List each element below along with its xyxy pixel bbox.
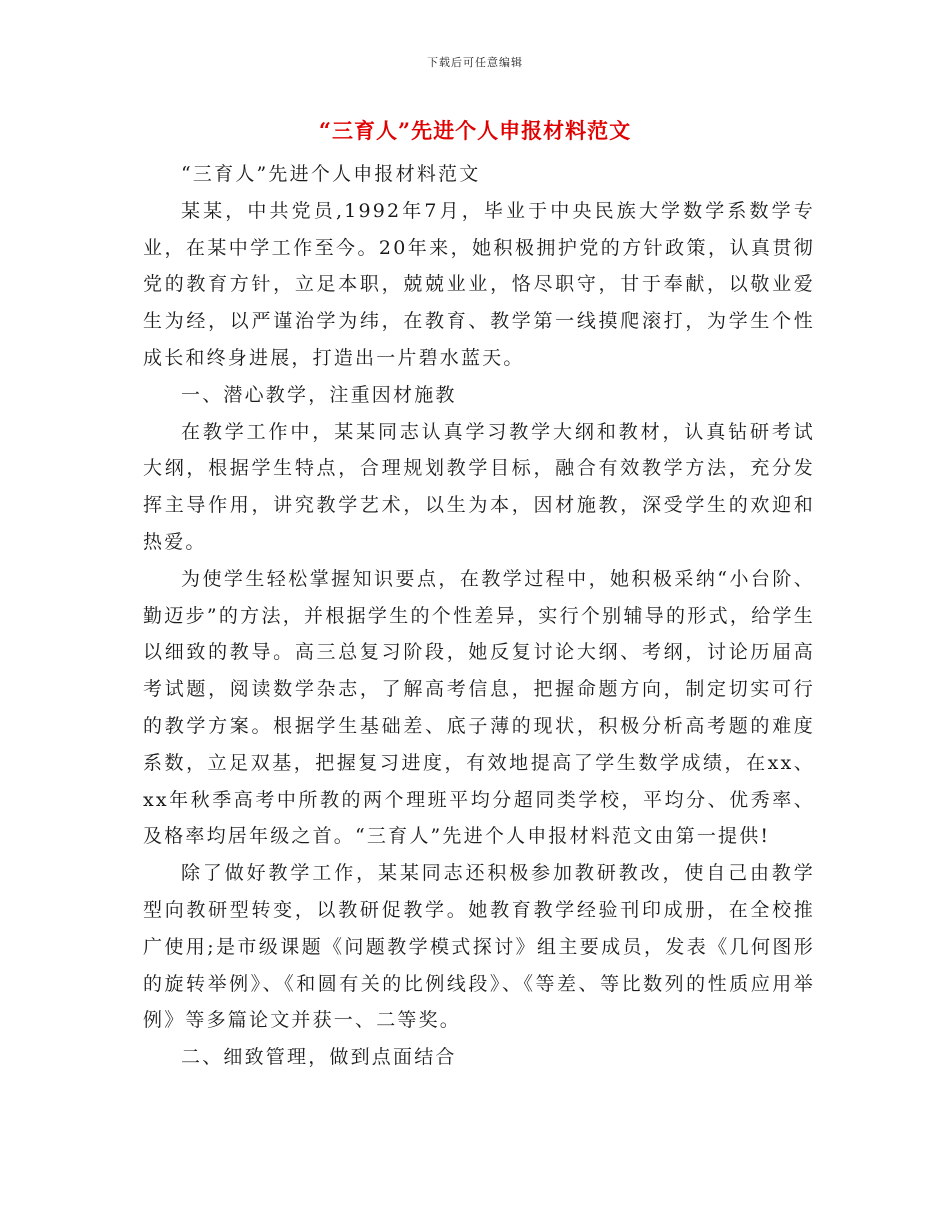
paragraph: 为使学生轻松掌握知识要点，在教学过程中，她积极采纳“小台阶、勤迈步”的方法，并根据学生的个性差异，实行个别辅导的形式，给学生以细致的教导。高三总复习阶段，她反复讨论大纲、考纲，讨论历届高考试题，阅读数学杂志，了解高考信息，把握命题方向，制定切实可行的教学方案。根据学生基础差、底子薄的现状，积极分析高考题的难度系数，立足双基，把握复习进度，有效地提高了学生数学成绩，在xx、xx年秋季高考中所教的两个理班平均分超同类学校，平均分、优秀率、及格率均居年级之首。“三育人”先进个人申报材料范文由第一提供! [143,567,815,848]
document-title: “三育人”先进个人申报材料范文 [318,118,632,143]
section-heading: 一、潜心教学，注重因材施教 [181,383,457,406]
paragraph: 某某，中共党员,1992年7月，毕业于中央民族大学数学系数学专业，在某中学工作至今。20年来，她积极拥护党的方针政策，认真贯彻党的教育方针，立足本职，兢兢业业，恪尽职守，甘于奉献，以敬业爱生为经，以严谨治学为纬，在教育、教学第一线摸爬滚打，为学生个性成长和终身进展，打造出一片碧水蓝天。 [143,199,815,369]
section-heading: 二、细致管理，做到点面结合 [181,1046,457,1069]
paragraph: 除了做好教学工作，某某同志还积极参加教研教改，使自己由教学型向教研型转变，以教研促教学。她教育教学经验刊印成册，在全校推广使用;是市级课题《问题教学模式探讨》组主要成员，发表《几何图形的旋转举例》、《和圆有关的比例线段》、《等差、等比数列的性质应用举例》等多篇论文并获一、二等奖。 [143,862,815,1032]
paragraph: “三育人”先进个人申报材料范文 [181,163,481,185]
document-body [143,156,815,1076]
page-header: 下载后可任意编辑 [427,56,523,69]
paragraph: 在教学工作中，某某同志认真学习教学大纲和教材，认真钻研考试大纲，根据学生特点，合理规划教学目标，融合有效教学方法，充分发挥主导作用，讲究教学艺术，以生为本，因材施教，深受学生的欢迎和热爱。 [143,420,815,553]
